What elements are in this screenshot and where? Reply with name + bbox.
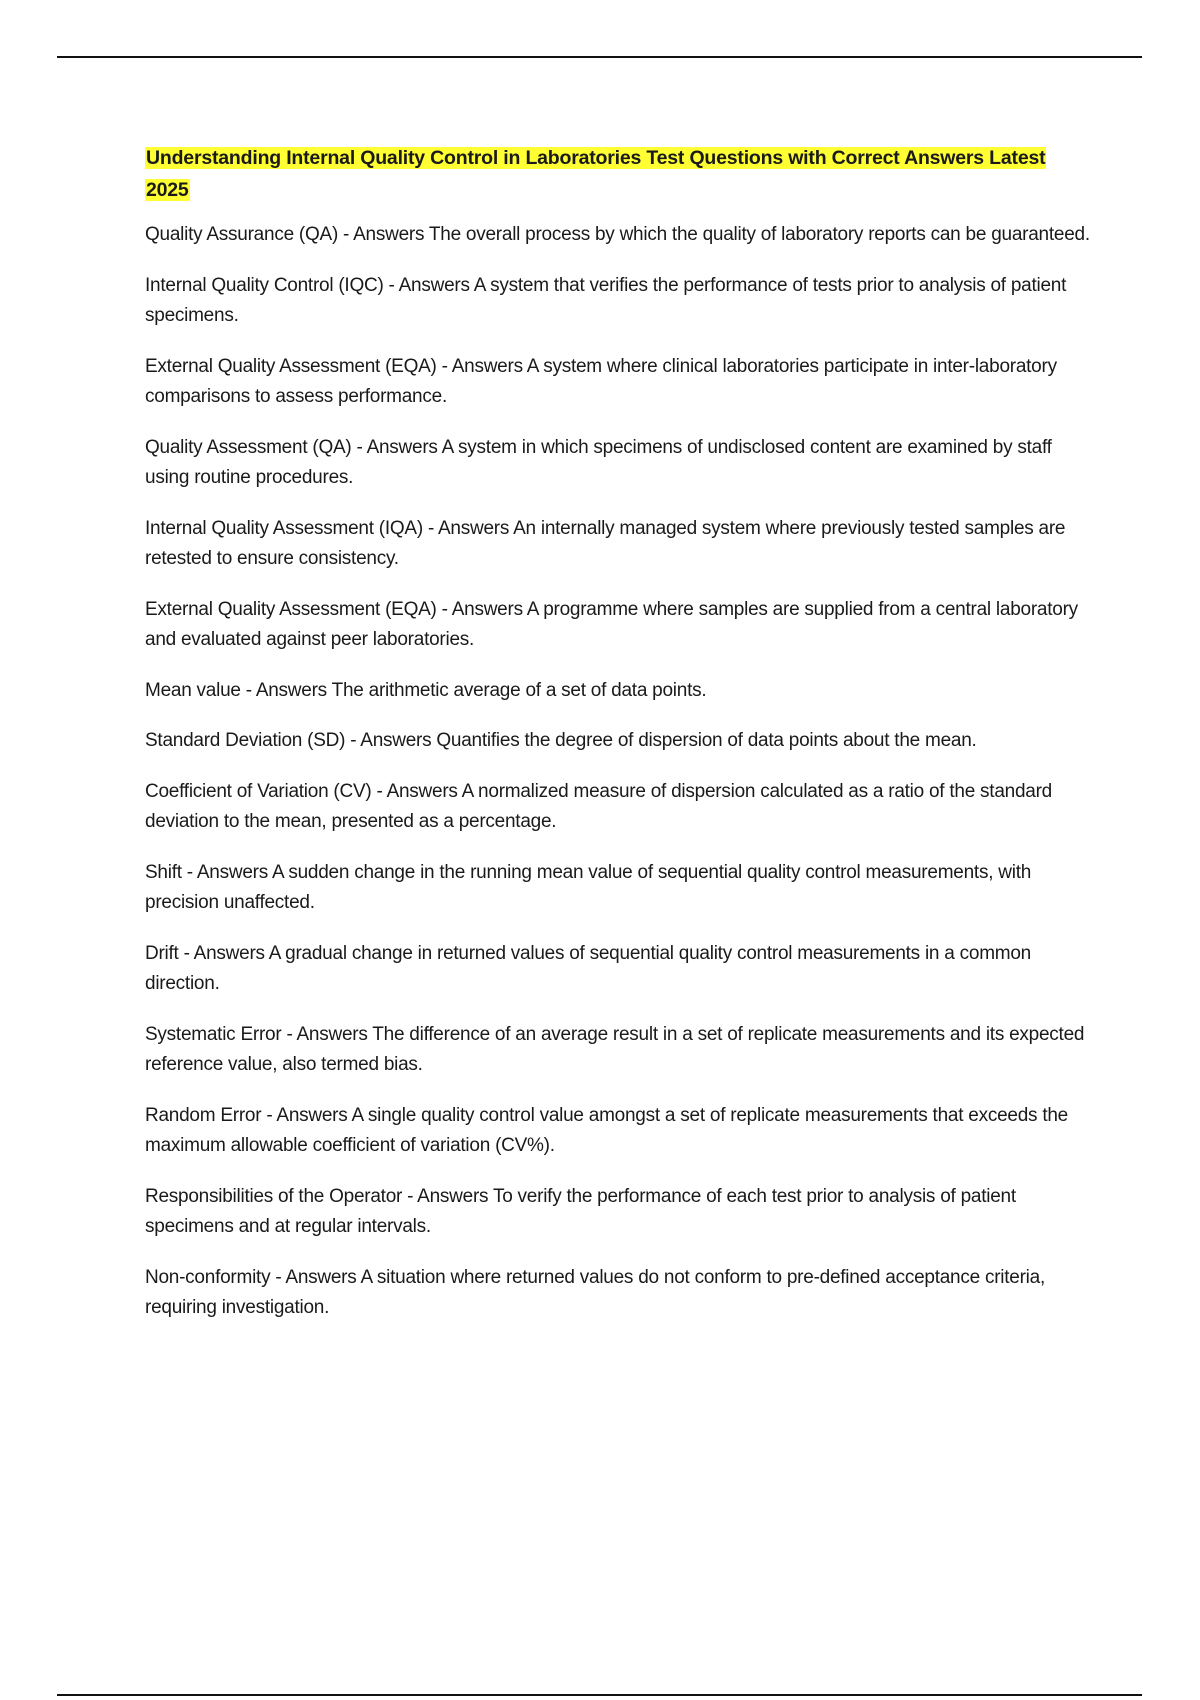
document-title: [145, 142, 1090, 206]
qa-item-internal-quality-control: Internal Quality Control (IQC) - Answers A system that verifies the performance of tests prior to analysis of patient specimens.: [145, 274, 1067, 326]
document-body: [145, 142, 1090, 1344]
qa-item-mean-value: Mean value - Answers The arithmetic average of a set of data points.: [145, 679, 707, 701]
qa-item-external-quality-assessment: External Quality Assessment (EQA) - Answers A system where clinical laboratories participate in inter-laboratory comparisons to assess performance.: [145, 355, 1057, 407]
qa-item-drift: Drift - Answers A gradual change in returned values of sequential quality control measurements in a common direction.: [145, 942, 1031, 994]
qa-item-internal-quality-assessment: Internal Quality Assessment (IQA) - Answers An internally managed system where previously tested samples are retested to ensure consistency.: [145, 517, 1066, 569]
qa-item-operator-responsibilities: Responsibilities of the Operator - Answers To verify the performance of each test prior to analysis of patient specimens and at regular intervals.: [145, 1185, 1016, 1237]
qa-item-shift: Shift - Answers A sudden change in the running mean value of sequential quality control measurements, with precision unaffected.: [145, 861, 1032, 913]
qa-item-external-quality-assessment-programme: External Quality Assessment (EQA) - Answers A programme where samples are supplied from a central laboratory and evaluated against peer laboratories.: [145, 598, 1078, 650]
highlighted-title-text: Understanding Internal Quality Control in Laboratories Test Questions with Correct Answers Latest 2025: [146, 147, 1046, 201]
top-rule: [57, 56, 1142, 58]
qa-item-standard-deviation: Standard Deviation (SD) - Answers Quantifies the degree of dispersion of data points about the mean.: [145, 730, 977, 751]
qa-item-non-conformity: Non-conformity - Answers A situation where returned values do not conform to pre-defined acceptance criteria, requiring investigation.: [145, 1266, 1046, 1318]
bottom-rule: [57, 1694, 1142, 1696]
qa-list: [145, 220, 1090, 1324]
qa-item-random-error: Random Error - Answers A single quality control value amongst a set of replicate measurements that exceeds the maximum allowable coefficient of variation (CV%).: [145, 1104, 1068, 1156]
qa-item-quality-assurance: Quality Assurance (QA) - Answers The overall process by which the quality of laboratory reports can be guaranteed.: [145, 224, 1090, 245]
qa-item-coefficient-of-variation: Coefficient of Variation (CV) - Answers A normalized measure of dispersion calculated as a ratio of the standard deviation to the mean, presented as a percentage.: [145, 780, 1052, 832]
qa-item-systematic-error: Systematic Error - Answers The difference of an average result in a set of replicate measurements and its expected reference value, also termed bias.: [145, 1023, 1085, 1075]
qa-item-quality-assessment: Quality Assessment (QA) - Answers A system in which specimens of undisclosed content are examined by staff using routine procedures.: [145, 436, 1052, 488]
